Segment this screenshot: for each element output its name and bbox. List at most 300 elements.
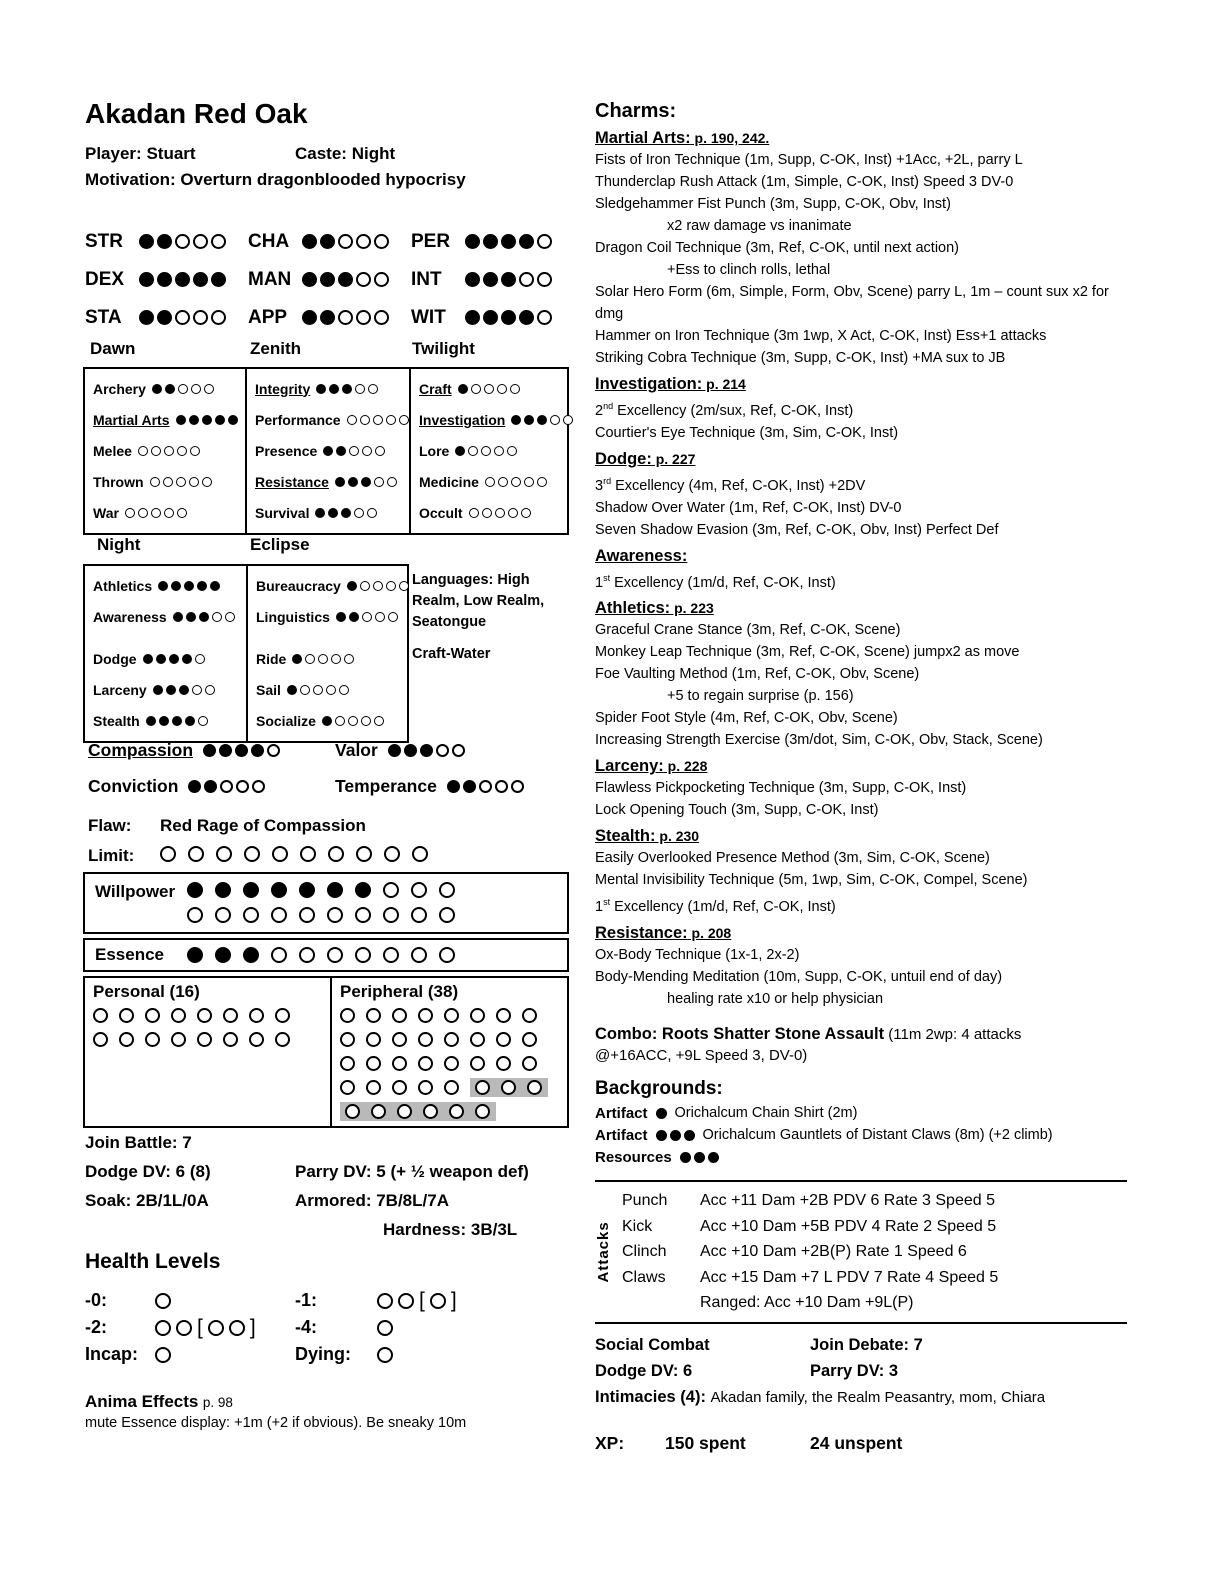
circle: [275, 1032, 290, 1047]
charm-section-resistance: [595, 922, 1140, 1010]
circle-slot: [392, 1078, 418, 1097]
dot-rating: [143, 654, 205, 664]
dot-rating: [176, 415, 238, 425]
social-dodge-dv: Dodge DV: 6: [595, 1361, 693, 1380]
circle: [215, 882, 231, 898]
ability-archery: [85, 373, 245, 404]
dot: [225, 612, 235, 622]
charm-section-stealth: [595, 825, 1140, 918]
circle: [355, 882, 371, 898]
circle: [93, 1032, 108, 1047]
dot: [186, 612, 196, 622]
circle-slot: [160, 844, 188, 864]
charm-line-text: Excellency (4m, Ref, C-OK, Inst) +2DV: [611, 477, 866, 494]
dot: [335, 716, 345, 726]
circle: [527, 1080, 542, 1095]
attribute-name: MAN: [248, 268, 292, 290]
dot-rating: [447, 780, 524, 793]
circle: [501, 1080, 516, 1095]
circle: [340, 1032, 355, 1047]
dot: [185, 716, 195, 726]
circle-slot: [187, 880, 215, 900]
circle: [119, 1032, 134, 1047]
ability-group-headers-1: [85, 339, 567, 361]
caste-value: Night: [351, 144, 396, 163]
dot: [202, 477, 212, 487]
circle-slot: [145, 1006, 171, 1025]
social-combat-label: Social Combat: [595, 1335, 710, 1354]
dot: [210, 581, 220, 591]
character-name: Akadan Red Oak: [85, 98, 308, 129]
charm-section-martial-arts: [595, 127, 1140, 369]
charm-line: Ox-Body Technique (1x-1, 2x-2): [595, 947, 800, 964]
circle: [444, 1056, 459, 1071]
circle-slot: [243, 945, 271, 965]
flaw-value: Red Rage of Compassion: [160, 816, 366, 835]
caste-label: Caste:: [295, 144, 347, 163]
circle-slot: [271, 905, 299, 925]
pool-row: [93, 1006, 322, 1026]
dot: [235, 744, 248, 757]
circle: [412, 846, 428, 862]
circle-slot: [327, 880, 355, 900]
ability-name: Lore: [419, 442, 450, 459]
circle: [249, 1008, 264, 1023]
ability-name: Larceny: [93, 681, 147, 698]
dot: [680, 1152, 691, 1163]
circle-slot: [356, 844, 384, 864]
dot: [159, 716, 169, 726]
dot: [138, 446, 148, 456]
circle: [340, 1056, 355, 1071]
attribute-name: INT: [411, 268, 442, 290]
circle-slot: [470, 1078, 496, 1097]
circle-slot: [340, 1102, 366, 1121]
circle-slot: [223, 1006, 249, 1025]
circle: [215, 907, 231, 923]
circle: [249, 1032, 264, 1047]
health-label: -2:: [85, 1317, 107, 1337]
dot: [211, 234, 226, 249]
dot: [375, 446, 385, 456]
attack-stats: Acc +11 Dam +2B PDV 6 Rate 3 Speed 5: [700, 1192, 995, 1210]
dot-rating: [465, 234, 552, 249]
willpower-row-1: [187, 880, 467, 905]
dot: [694, 1152, 705, 1163]
circle-slot: [299, 905, 327, 925]
ability-war: [85, 497, 245, 528]
attribute-column: [85, 229, 248, 330]
circle: [187, 947, 203, 963]
circle: [271, 882, 287, 898]
charm-section-heading: [595, 448, 1140, 470]
dot: [158, 581, 168, 591]
circle-slot: [197, 1006, 223, 1025]
virtue-compassion: [88, 740, 335, 761]
dot: [458, 384, 468, 394]
health-label: -1:: [295, 1290, 317, 1310]
attribute-dex: [85, 267, 248, 292]
circle-track: [187, 905, 467, 925]
dot: [360, 415, 370, 425]
circle: [411, 907, 427, 923]
dot: [156, 654, 166, 664]
dot: [342, 384, 352, 394]
circle: [93, 1008, 108, 1023]
dot-rating: [287, 685, 349, 695]
social-parry-dv: Parry DV: 3: [810, 1361, 899, 1380]
circle-slot: [418, 1030, 444, 1049]
circle-slot: [243, 880, 271, 900]
charm-line-text: 1: [595, 574, 604, 591]
dot: [177, 446, 187, 456]
charm-section-heading-text: [595, 450, 695, 468]
dot-rating: [322, 716, 384, 726]
craft-water-note: Craft-Water: [412, 646, 491, 662]
circle-slot: [470, 1102, 496, 1121]
dot: [193, 272, 208, 287]
virtue-row: [88, 740, 568, 761]
ability-ride: [248, 643, 407, 674]
dot: [338, 234, 353, 249]
virtue-name: Compassion: [88, 740, 194, 760]
dot-rating: [139, 310, 226, 325]
virtue-name: Temperance: [335, 776, 437, 796]
dot: [211, 272, 226, 287]
dot: [501, 234, 516, 249]
circle: [411, 882, 427, 898]
dot: [348, 477, 358, 487]
ability-name: Melee: [93, 442, 132, 459]
willpower-box: [83, 872, 569, 934]
charm-section-page: p. 227: [651, 450, 696, 467]
circle-slot: [215, 945, 243, 965]
dot: [138, 508, 148, 518]
xp-unspent: 24 unspent: [810, 1432, 903, 1453]
charm-line: Fists of Iron Technique (1m, Supp, C-OK, Inst) +1Acc, +2L, parry L: [595, 152, 1023, 168]
caste-header-twilight: Twilight: [412, 339, 475, 358]
circle: [327, 947, 343, 963]
hardness-row: [85, 1220, 567, 1240]
xp-label: XP:: [595, 1432, 625, 1453]
charm-line: 3rd Excellency (4m, Ref, C-OK, Inst) +2DV: [595, 475, 866, 494]
circle-slot: [355, 880, 383, 900]
circle: [418, 1008, 433, 1023]
attribute-man: [248, 267, 411, 292]
dot: [157, 234, 172, 249]
circle: [119, 1008, 134, 1023]
dot: [199, 612, 209, 622]
dot: [484, 384, 494, 394]
dot-rating: [139, 272, 226, 287]
circle: [197, 1008, 212, 1023]
dot: [195, 654, 205, 664]
ability-larceny: [85, 674, 246, 705]
circle: [522, 1032, 537, 1047]
charm-section-larceny: [595, 755, 1140, 821]
circle: [216, 846, 232, 862]
backgrounds-list: [595, 1102, 1140, 1168]
circle-slot: [119, 1030, 145, 1049]
dot: [469, 508, 479, 518]
ability-investigation: [411, 404, 567, 435]
background-resources: [595, 1146, 1140, 1168]
ability-name: Archery: [93, 380, 146, 397]
dot: [150, 477, 160, 487]
circle: [423, 1104, 438, 1119]
intimacies-label: Intimacies (4):: [595, 1387, 706, 1406]
dot: [465, 310, 480, 325]
combat-stats-block: [85, 1133, 567, 1249]
circle: [356, 846, 372, 862]
circle: [475, 1080, 490, 1095]
dot: [436, 744, 449, 757]
dot: [362, 446, 372, 456]
circle-slot: [299, 880, 327, 900]
dot: [481, 446, 491, 456]
circle-slot: [216, 844, 244, 864]
charm-line: Graceful Crane Stance (3m, Ref, C-OK, Scene): [595, 622, 901, 639]
dot: [368, 384, 378, 394]
charm-line: Increasing Strength Exercise (3m/dot, Sim, C-OK, Obv, Stack, Scene): [595, 732, 1043, 749]
parry-dv: Parry DV: 5 (+ ½ weapon def): [295, 1162, 529, 1181]
charm-section-heading: [595, 373, 1140, 395]
health-row: [85, 1314, 567, 1341]
circle: [392, 1008, 407, 1023]
ability-name: Dodge: [93, 650, 137, 667]
circle: [449, 1104, 464, 1119]
dot: [362, 612, 372, 622]
circle-slot: [439, 905, 467, 925]
circle: [392, 1056, 407, 1071]
essence-pools-box: [83, 976, 569, 1128]
dot: [387, 477, 397, 487]
dot-rating: [485, 477, 547, 487]
dot: [656, 1130, 667, 1141]
charm-section-heading: [595, 825, 1140, 847]
dot-rating: [139, 234, 226, 249]
circle-slot: [340, 1054, 366, 1073]
circle-slot: [470, 1054, 496, 1073]
charm-section-page: p. 228: [663, 758, 708, 775]
dot: [157, 272, 172, 287]
background-artifact: [595, 1102, 1140, 1124]
dot: [356, 272, 371, 287]
charm-line: Body-Mending Meditation (10m, Supp, C-OK, untuil end of day): [595, 969, 1003, 986]
health-circle: [176, 1320, 192, 1336]
dot: [197, 581, 207, 591]
circle: [243, 907, 259, 923]
dot: [198, 716, 208, 726]
dot: [176, 415, 186, 425]
charm-section-heading-text: [595, 924, 731, 942]
pool-row: [93, 1030, 322, 1050]
dot: [656, 1108, 667, 1119]
health-circles: [155, 1293, 295, 1309]
dot: [537, 272, 552, 287]
circle-slot: [496, 1054, 522, 1073]
dot-rating: [150, 477, 212, 487]
dot: [300, 685, 310, 695]
ability-socialize: [248, 705, 407, 736]
dot: [550, 415, 560, 425]
charm-section-page: p. 214: [702, 376, 746, 392]
attack-stats: Acc +10 Dam +2B(P) Rate 1 Speed 6: [700, 1243, 967, 1261]
dot: [388, 744, 401, 757]
circle: [522, 1008, 537, 1023]
circle: [340, 1080, 355, 1095]
circle: [392, 1080, 407, 1095]
virtue-temperance: [335, 776, 568, 797]
dot: [228, 415, 238, 425]
combo-line-1: [595, 1024, 1140, 1045]
dot: [537, 234, 552, 249]
join-battle: [85, 1133, 567, 1153]
willpower-row-2: [187, 905, 467, 930]
dot: [361, 716, 371, 726]
dodge-dv: Dodge DV: 6 (8): [85, 1162, 211, 1181]
dot: [171, 581, 181, 591]
dot: [189, 415, 199, 425]
charm-section-heading: [595, 127, 1140, 149]
dot-rating: [465, 272, 552, 287]
dot-rating: [292, 654, 354, 664]
ability-name: Ride: [256, 650, 287, 667]
dot: [165, 384, 175, 394]
ability-integrity: [247, 373, 409, 404]
dot: [374, 716, 384, 726]
charms-title: Charms:: [595, 100, 677, 122]
dot: [251, 744, 264, 757]
charm-section-heading-text: [595, 599, 714, 617]
attack-stats: Ranged: Acc +10 Dam +9L(P): [700, 1294, 914, 1312]
dot: [511, 415, 521, 425]
circle-slot: [418, 1102, 444, 1121]
charm-line-text: Excellency (1m/d, Ref, C-OK, Inst): [610, 899, 836, 916]
health-row: [85, 1341, 567, 1368]
ability-name: Stealth: [93, 712, 140, 729]
attacks-divider-top: [595, 1180, 1127, 1182]
attack-stats: Acc +10 Dam +5B PDV 4 Rate 2 Speed 5: [700, 1217, 997, 1235]
virtue-row: [88, 776, 568, 797]
dot: [355, 384, 365, 394]
armored-soak-value: Armored: 7B/8L/7A: [295, 1191, 449, 1210]
caste-header-zenith: Zenith: [250, 339, 301, 358]
dot: [356, 234, 371, 249]
circle-slot: [119, 1006, 145, 1025]
dot: [501, 272, 516, 287]
dot-rating: [125, 508, 187, 518]
health-circles: [377, 1347, 567, 1363]
bracket-open: [: [197, 1315, 203, 1339]
dot: [501, 310, 516, 325]
dot: [373, 581, 383, 591]
dot: [471, 384, 481, 394]
circle: [187, 882, 203, 898]
health-levels: [85, 1287, 567, 1368]
dot: [485, 477, 495, 487]
dot-rating: [302, 272, 389, 287]
dot: [347, 581, 357, 591]
charm-line: Easily Overlooked Presence Method (3m, Sim, C-OK, Scene): [595, 850, 990, 867]
circle: [383, 882, 399, 898]
circle: [418, 1032, 433, 1047]
circle-track: [93, 1030, 301, 1049]
circle: [187, 907, 203, 923]
dot: [125, 508, 135, 518]
circle-slot: [249, 1006, 275, 1025]
dot: [388, 612, 398, 622]
dot: [151, 446, 161, 456]
xp-spent: 150 spent: [665, 1432, 746, 1453]
circle-slot: [327, 905, 355, 925]
health-circle: [377, 1347, 393, 1363]
circle-slot: [444, 1054, 470, 1073]
dot: [511, 477, 521, 487]
flaw-label: Flaw:: [88, 816, 132, 835]
circle: [145, 1008, 160, 1023]
dot: [519, 310, 534, 325]
dot: [236, 780, 249, 793]
dot: [320, 272, 335, 287]
circle-slot: [411, 905, 439, 925]
attribute-cha: [248, 229, 411, 254]
circle-slot: [366, 1030, 392, 1049]
health-circle: [377, 1293, 393, 1309]
player-label: Player:: [85, 144, 142, 163]
dot: [267, 744, 280, 757]
attribute-per: [411, 229, 552, 254]
dot: [188, 780, 201, 793]
dot: [326, 685, 336, 695]
charm-section-heading-text: [595, 375, 746, 393]
dot: [399, 415, 409, 425]
willpower-tracks: [187, 880, 467, 932]
pool-row: [340, 1006, 559, 1026]
dot: [328, 508, 338, 518]
circle-slot: [327, 945, 355, 965]
circle-slot: [215, 905, 243, 925]
charm-line-text: Excellency (1m/d, Ref, C-OK, Inst): [610, 574, 836, 591]
dot: [305, 654, 315, 664]
circle-track: [187, 880, 467, 900]
dot: [176, 477, 186, 487]
health-circles: [377, 1320, 567, 1336]
anima-effects-text: mute Essence display: +1m (+2 if obvious). Be sneaky 10m: [85, 1415, 467, 1431]
dot: [139, 234, 154, 249]
circle-slot: [275, 1006, 301, 1025]
circle-slot: [366, 1054, 392, 1073]
ability-box-2: [83, 564, 409, 743]
circle: [171, 1032, 186, 1047]
circle: [439, 907, 455, 923]
circle-slot: [243, 905, 271, 925]
charm-section-page: p. 223: [670, 600, 714, 617]
circle: [392, 1032, 407, 1047]
attack-row-clinch: [622, 1239, 1140, 1265]
charm-section-awareness: [595, 545, 1140, 594]
circle-slot: [275, 1030, 301, 1049]
dot: [375, 612, 385, 622]
player-caste-row: [85, 144, 565, 164]
circle-slot: [522, 1078, 548, 1097]
circle-slot: [444, 1006, 470, 1025]
circle: [160, 846, 176, 862]
circle-slot: [249, 1030, 275, 1049]
circle: [366, 1008, 381, 1023]
dot: [139, 310, 154, 325]
soak-value: Soak: 2B/1L/0A: [85, 1191, 209, 1210]
